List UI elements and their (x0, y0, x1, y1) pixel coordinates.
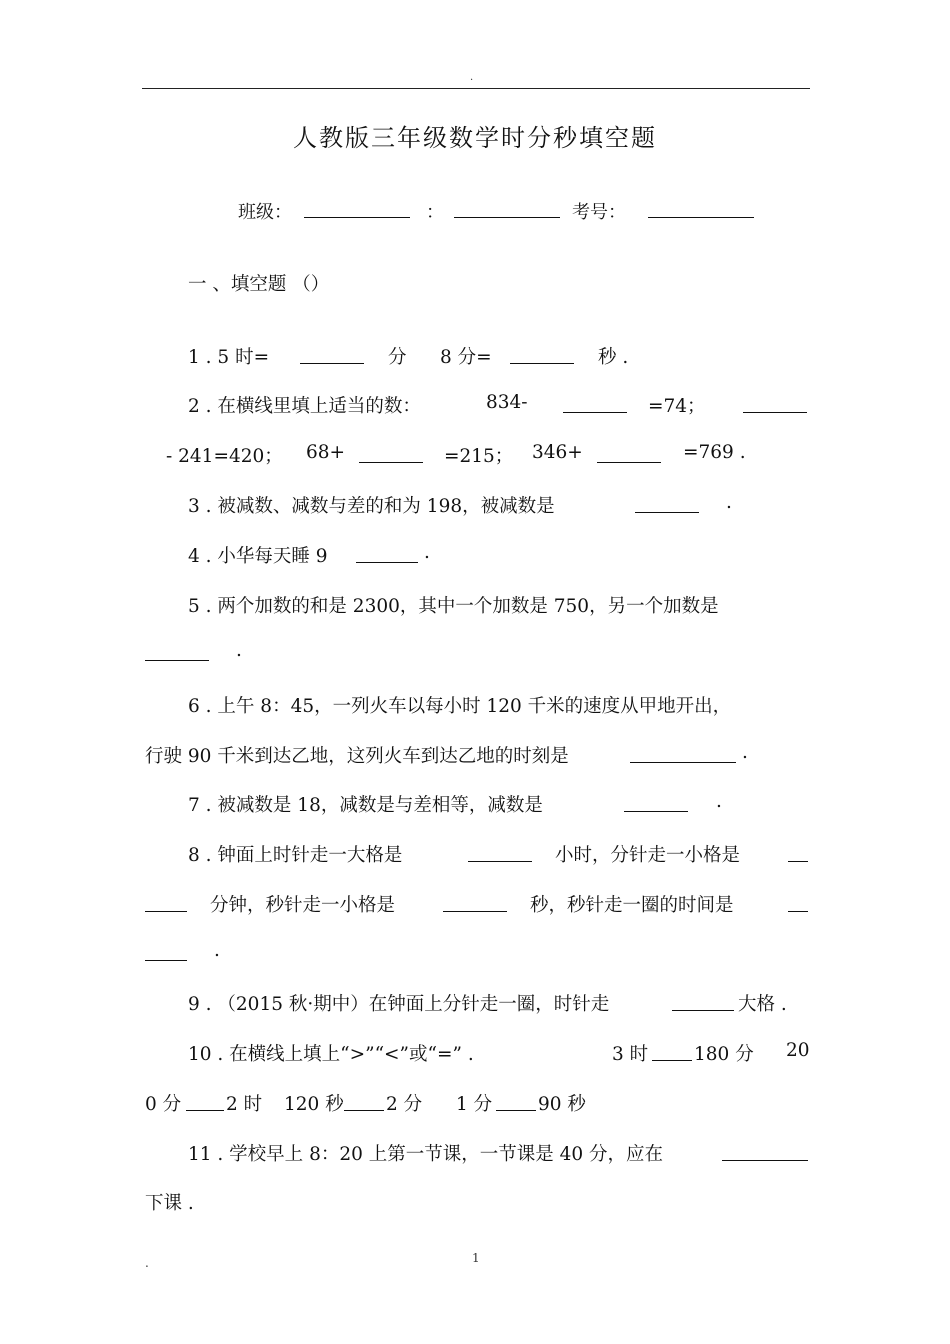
q2-blank-2[interactable] (743, 396, 807, 413)
q8-text-c: 分钟，秒针走一小格是 (210, 895, 396, 916)
q10-text-i: 1 分 (456, 1094, 493, 1115)
q8-blank-4b[interactable] (145, 944, 187, 961)
q11-text-b: 下课 . (145, 1193, 194, 1214)
q2-blank-1[interactable] (563, 396, 627, 413)
q8-text-a: 8 . 钟面上时针走一大格是 (188, 845, 403, 866)
q2-text-a: 2 . 在横线里填上适当的数： (188, 396, 421, 417)
q1-text-c: 8 分= (440, 347, 492, 368)
q2-text-g: 346+ (532, 442, 583, 463)
q2-text-f: =215； (444, 446, 514, 467)
q6-text-c: . (742, 742, 748, 763)
q10-text-h: 2 分 (386, 1094, 423, 1115)
q10-text-b: 3 时 (612, 1044, 649, 1065)
q1-text-a: 1 . 5 时= (188, 347, 270, 368)
name-blank[interactable] (454, 201, 560, 218)
q10-text-f: 2 时 (226, 1094, 263, 1115)
exam-label: 考号： (572, 202, 626, 223)
q9-text-b: 大格 . (738, 994, 787, 1015)
page-title: 人教版三年级数学时分秒填空题 (293, 124, 657, 152)
q2-blank-3[interactable] (359, 446, 423, 463)
q6-text-b: 行驶 90 千米到达乙地，这列火车到达乙地的时刻是 (145, 746, 569, 767)
q8-text-e: . (214, 940, 220, 961)
page-number: 1 (472, 1251, 480, 1265)
q2-text-c: =74； (648, 396, 706, 417)
section-heading: 一 、填空题 （） (188, 274, 330, 295)
q10-text-d: 20 (786, 1040, 810, 1061)
header-rule (142, 88, 810, 89)
q6-blank[interactable] (630, 746, 736, 763)
q11-text-a: 11 . 学校早上 8：20 上第一节课，一节课是 40 分，应在 (188, 1144, 664, 1165)
q8-blank-3[interactable] (443, 895, 507, 912)
q2-text-h: =769 . (683, 442, 746, 463)
exam-blank[interactable] (648, 201, 754, 218)
q8-text-d: 秒，秒针走一圈的时间是 (530, 895, 734, 916)
name-colon: ： (426, 202, 444, 223)
q10-text-c: 180 分 (694, 1044, 754, 1065)
q9-text-a: 9 . （2015 秋·期中）在钟面上分针走一圈，时针走 (188, 994, 610, 1015)
q4-blank[interactable] (356, 546, 418, 563)
q4-text-a: 4 . 小华每天睡 9 (188, 546, 328, 567)
q10-blank-2[interactable] (186, 1094, 224, 1111)
q9-blank[interactable] (672, 994, 734, 1011)
q3-blank[interactable] (635, 496, 699, 513)
q3-text-a: 3 . 被减数、减数与差的和为 198，被减数是 (188, 496, 555, 517)
q5-text-a: 5 . 两个加数的和是 2300，其中一个加数是 750，另一个加数是 (188, 596, 719, 617)
q10-blank-1[interactable] (652, 1044, 692, 1061)
q6-text-a: 6 . 上午 8：45，一列火车以每小时 120 千米的速度从甲地开出， (188, 696, 732, 717)
q3-text-b: . (726, 492, 732, 513)
q2-text-e: 68+ (306, 442, 346, 463)
q4-text-b: . (424, 542, 430, 563)
q10-text-g: 120 秒 (284, 1094, 344, 1115)
q5-text-b: . (236, 640, 242, 661)
header-mark: . (470, 72, 474, 83)
q7-text-b: . (716, 791, 722, 812)
q8-text-b: 小时，分针走一小格是 (555, 845, 741, 866)
q1-blank-1[interactable] (300, 347, 364, 364)
q10-text-a: 10 . 在横线上填上“>”“<”或“=” . (188, 1044, 474, 1065)
q2-blank-4[interactable] (597, 446, 661, 463)
q1-text-b: 分 (388, 347, 407, 368)
q8-blank-4a[interactable] (788, 895, 808, 912)
q1-blank-2[interactable] (510, 347, 574, 364)
q8-blank-2b[interactable] (145, 895, 187, 912)
q2-text-d: - 241=420； (166, 446, 283, 467)
footer-mark: . (145, 1256, 149, 1270)
q10-text-e: 0 分 (145, 1094, 182, 1115)
q10-text-j: 90 秒 (538, 1094, 586, 1115)
class-label: 班级： (238, 202, 292, 223)
q11-blank[interactable] (722, 1144, 808, 1161)
q7-blank[interactable] (624, 795, 688, 812)
q1-text-d: 秒 . (598, 347, 629, 368)
q5-blank[interactable] (145, 644, 209, 661)
q10-blank-4[interactable] (496, 1094, 536, 1111)
class-blank[interactable] (304, 201, 410, 218)
q10-blank-3[interactable] (344, 1094, 384, 1111)
q2-text-b: 834- (486, 392, 528, 413)
q8-blank-2a[interactable] (788, 845, 808, 862)
q8-blank-1[interactable] (468, 845, 532, 862)
q7-text-a: 7 . 被减数是 18，减数是与差相等，减数是 (188, 795, 543, 816)
